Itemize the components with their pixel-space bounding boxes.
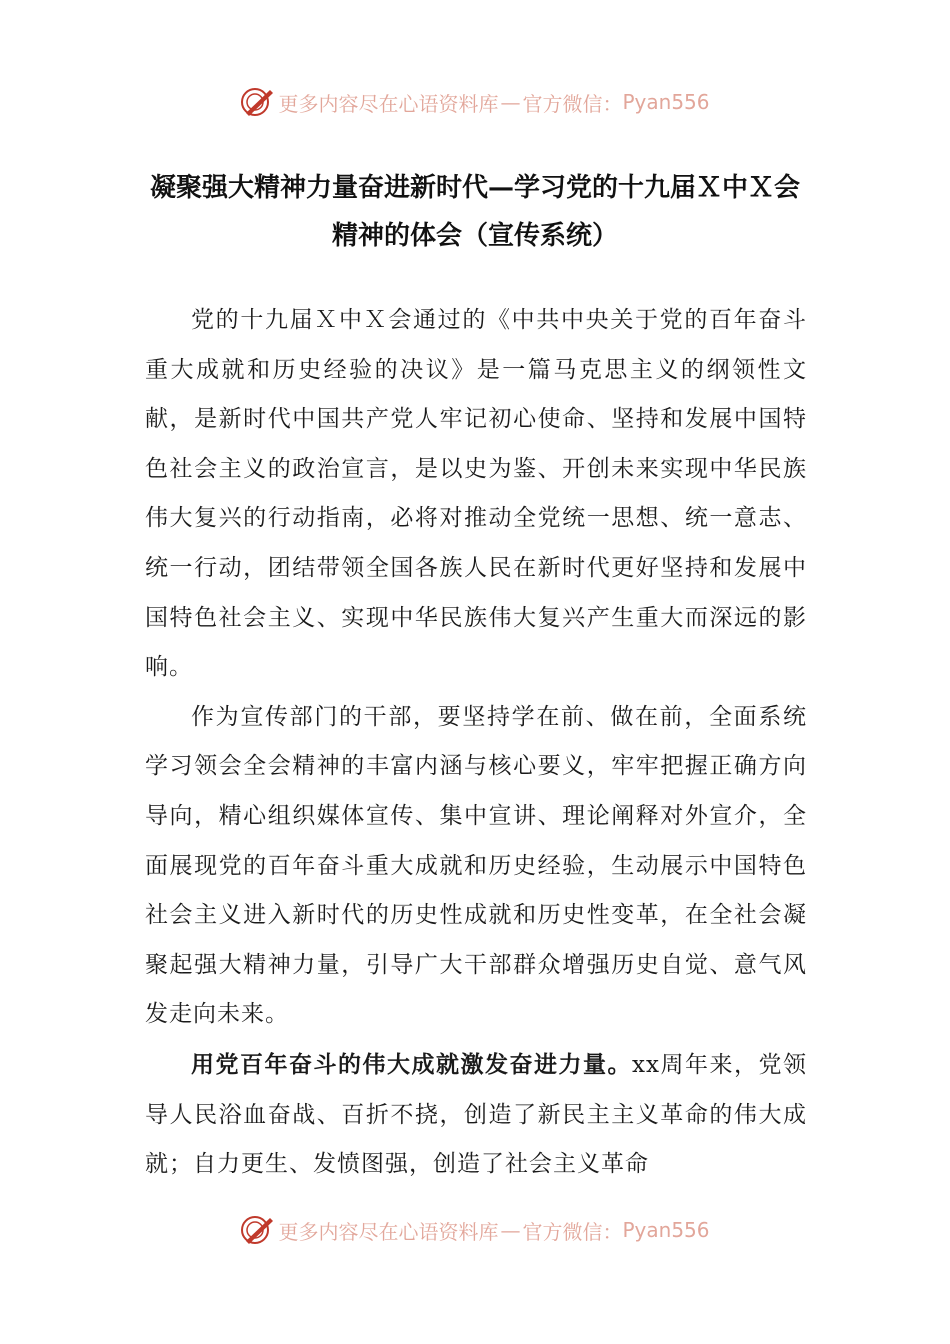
banner-label: 官方微信：: [522, 91, 623, 116]
paragraph-3: [145, 1040, 807, 1190]
pen-logo-icon: [240, 1213, 274, 1247]
banner-wechat-id: Pyan556: [622, 90, 710, 114]
title-line-1: 凝聚强大精神力量奋进新时代—学习党的十九届Ｘ中Ｘ会: [149, 173, 800, 203]
banner-text: 更多内容尽在心语资料库: [278, 91, 499, 116]
paragraph-1: 党的十九届Ｘ中Ｘ会通过的《中共中央关于党的百年奋斗重大成就和历史经验的决议》是一篇马克思主义的纲领性文献，是新时代中国共产党人牢记初心使命、坚持和发展中国特色社会主义的政治宣言，是以史为鉴、开创未来实现中华民族伟大复兴的行动指南，必将对推动全党统一思想、统一意志、统一行动，团结带领全国各族人民在新时代更好坚持和发展中国特色社会主义、实现中华民族伟大复兴产生重大而深远的影响。: [145, 307, 807, 681]
banner-wechat-id: Pyan556: [622, 1218, 710, 1242]
banner-text: 更多内容尽在心语资料库: [278, 1219, 499, 1244]
header-watermark: [0, 82, 950, 122]
document-title: [120, 164, 830, 260]
title-line-2: 精神的体会（宣传系统）: [331, 221, 618, 251]
banner-dash: —: [500, 1218, 521, 1242]
banner-dash: —: [500, 90, 521, 114]
footer-watermark: [0, 1210, 950, 1250]
document-body: [145, 296, 807, 1190]
paragraph-2: 作为宣传部门的干部，要坚持学在前、做在前，全面系统学习领会全会精神的丰富内涵与核心要义，牢牢把握正确方向导向，精心组织媒体宣传、集中宣讲、理论阐释对外宣介，全面展现党的百年奋斗重大成就和历史经验，生动展示中国特色社会主义进入新时代的历史性成就和历史性变革，在全社会凝聚起强大精神力量，引导广大干部群众增强历史自觉、意气风发走向未来。: [145, 703, 807, 1028]
pen-logo-icon: [240, 85, 274, 119]
banner-label: 官方微信：: [522, 1219, 623, 1244]
section-body: xx周年来，党领导人民浴血奋战、百折不挠，创造了新民主主义革命的伟大成就；自力更生、发愤图强，创造了社会主义革命: [145, 1051, 808, 1178]
section-lead: 用党百年奋斗的伟大成就激发奋进力量。: [191, 1050, 633, 1078]
